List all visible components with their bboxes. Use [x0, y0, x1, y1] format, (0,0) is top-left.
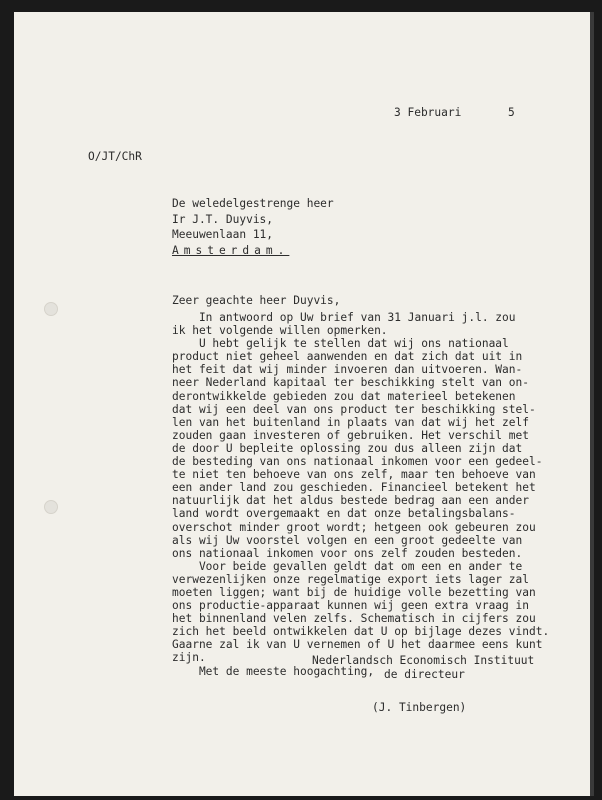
- body-line: zouden gaan investeren of gebruiken. Het verschil met: [172, 428, 529, 442]
- salutation: Zeer geachte heer Duyvis,: [172, 294, 341, 307]
- body-line: ik het volgende willen opmerken.: [172, 324, 388, 338]
- body-line: het binnenland velen zelfs. Schematisch in cijfers zou: [172, 612, 536, 626]
- body-line: land wordt overgemaakt en dat onze betalingsbalans-: [172, 507, 516, 521]
- body-line: moeten liggen; want bij de huidige volle bezetting van: [172, 585, 536, 599]
- body-line: het feit dat wij minder invoeren dan uitvoeren. Wan-: [172, 363, 523, 377]
- body-line: ons productie-apparaat kunnen wij geen extra vraag in: [172, 599, 529, 613]
- body-line: natuurlijk dat het aldus bestede bedrag aan een ander: [172, 494, 529, 508]
- page-number: 5: [508, 106, 515, 119]
- body-line: derontwikkelde gebieden zou dat materieel betekenen: [172, 389, 516, 403]
- body-line: product niet geheel aanwenden en dat zich dat uit in: [172, 350, 523, 364]
- sender-role: de directeur: [384, 668, 465, 681]
- letter-date: 3 Februari: [394, 106, 462, 119]
- body-line: de besteding van ons nationaal inkomen voor een gedeel-: [172, 455, 543, 469]
- sender-organization: Nederlandsch Economisch Instituut: [312, 654, 535, 667]
- body-line: Gaarne zal ik van U vernemen of U het daarmee eens kunt: [172, 638, 543, 652]
- body-line: zich het beeld ontwikkelen dat U op bijlage dezes vindt.: [172, 625, 550, 639]
- body-line: In antwoord op Uw brief van 31 Januari j.l. zou: [172, 311, 516, 324]
- letter-body: [172, 311, 549, 665]
- punch-hole: [44, 500, 58, 514]
- body-line: als wij Uw voorstel volgen en een groot gedeelte van: [172, 533, 523, 547]
- body-line: een ander land zou geschieden. Financieel betekent het: [172, 481, 536, 495]
- reference-code: O/JT/ChR: [88, 150, 142, 163]
- body-line: zijn.: [172, 651, 206, 665]
- page-edge-shadow: [590, 12, 594, 796]
- body-line: verwezenlijken onze regelmatige export iets lager zal: [172, 572, 529, 586]
- closing: Met de meeste hoogachting,: [172, 664, 375, 678]
- body-line: de door U bepleite oplossing zou dus alleen zijn dat: [172, 441, 523, 455]
- body-line: len van het buitenland in plaats van dat wij het zelf: [172, 415, 529, 429]
- signature: (J. Tinbergen): [372, 701, 467, 714]
- body-line: dat wij een deel van ons product ter beschikking stel-: [172, 402, 536, 416]
- body-line: overschot minder groot wordt; hetgeen ook gebeuren zou: [172, 520, 536, 534]
- recipient-title: De weledelgestrenge heer: [172, 197, 334, 210]
- body-line: neer Nederland kapitaal ter beschikking stelt van on-: [172, 376, 529, 390]
- punch-hole: [44, 302, 58, 316]
- recipient-street: Meeuwenlaan 11,: [172, 228, 274, 241]
- recipient-city: Amsterdam.: [172, 244, 290, 257]
- body-line: ons nationaal inkomen voor ons zelf zouden besteden.: [172, 546, 523, 560]
- recipient-name: Ir J.T. Duyvis,: [172, 213, 274, 226]
- body-line: te niet ten behoeve van ons zelf, maar ten behoeve van: [172, 468, 536, 482]
- body-line: Voor beide gevallen geldt dat om een en ander te: [172, 559, 523, 573]
- body-line: U hebt gelijk te stellen dat wij ons nationaal: [172, 337, 509, 351]
